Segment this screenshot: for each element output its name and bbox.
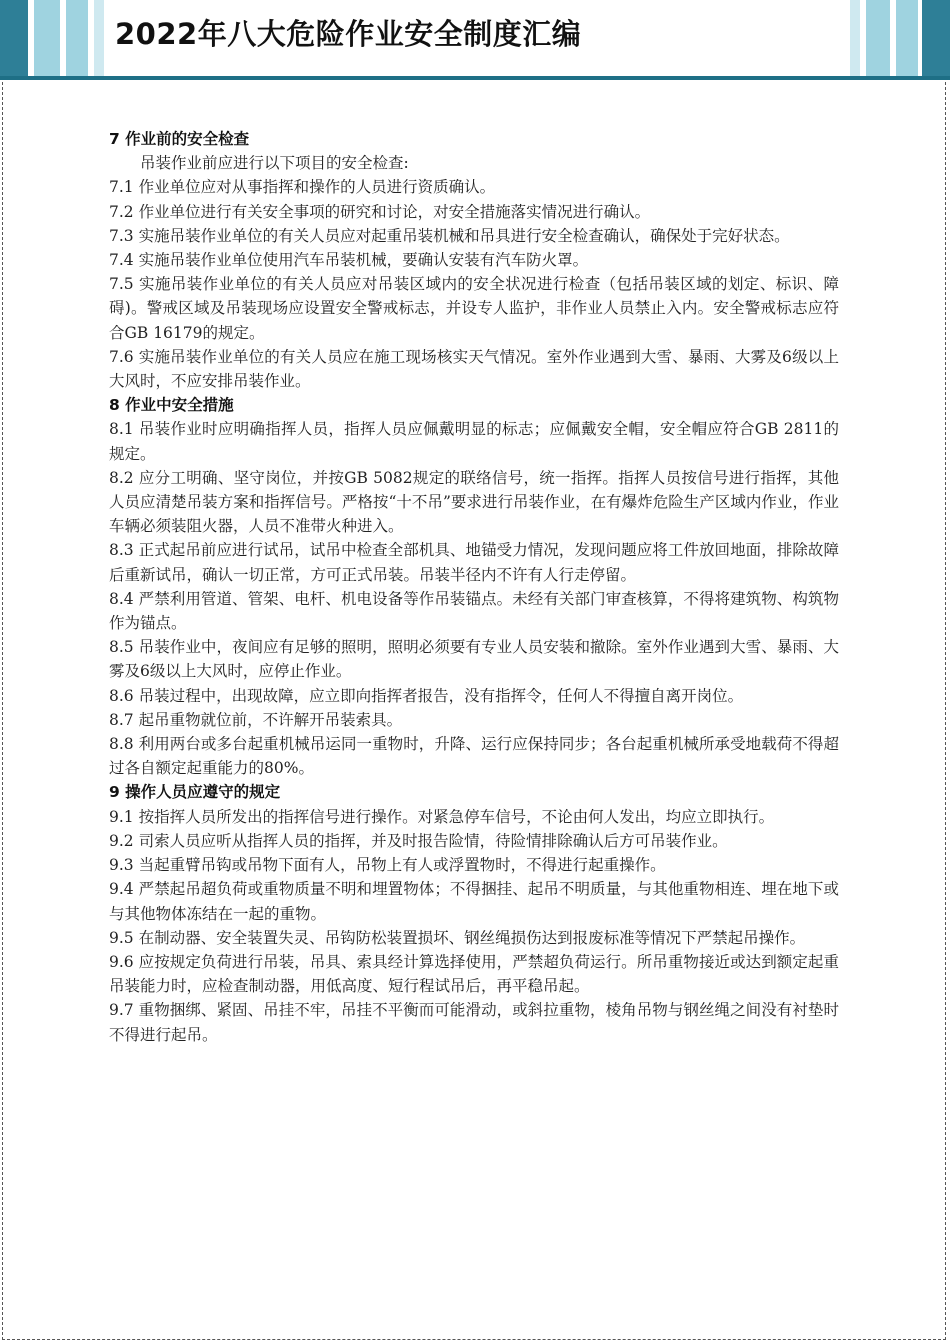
clause-paragraph: 7.4 实施吊装作业单位使用汽车吊装机械，要确认安装有汽车防火罩。	[109, 251, 589, 270]
clause-paragraph: 7.6 实施吊装作业单位的有关人员应在施工现场核实天气情况。室外作业遇到大雪、暴雨、大雾及6级以上大风时，不应安排吊装作业。	[109, 347, 839, 391]
clause-paragraph: 8.1 吊装作业时应明确指挥人员，指挥人员应佩戴明显的标志；应佩戴安全帽，安全帽应符合GB 2811的规定。	[109, 420, 839, 463]
section-heading: 7 作业前的安全检查	[109, 130, 250, 148]
clause-paragraph: 7.5 实施吊装作业单位的有关人员应对吊装区域内的安全状况进行检查（包括吊装区域的划定、标识、障碍)。警戒区域及吊装现场应设置安全警戒标志，并设专人监护，非作业人员禁止入内。安全警戒标志应符合GB 16179的规定。	[109, 275, 839, 342]
clause-paragraph: 8.4 严禁利用管道、管架、电杆、机电设备等作吊装锚点。未经有关部门审查核算，不得将建筑物、构筑物作为锚点。	[109, 589, 839, 633]
clause-paragraph: 8.3 正式起吊前应进行试吊，试吊中检查全部机具、地锚受力情况，发现问题应将工件放回地面，排除故障后重新试吊，确认一切正常，方可正式吊装。吊装半径内不许有人行走停留。	[109, 541, 839, 584]
document-body	[109, 127, 839, 1047]
clause-paragraph: 9.7 重物捆绑、紧固、吊挂不牢，吊挂不平衡而可能滑动，或斜拉重物，棱角吊物与钢丝绳之间没有衬垫时不得进行起吊。	[109, 1001, 839, 1044]
clause-paragraph: 8.6 吊装过程中，出现故障，应立即向指挥者报告，没有指挥令，任何人不得擅自离开岗位。	[109, 686, 744, 705]
clause-paragraph: 9.4 严禁起吊超负荷或重物质量不明和埋置物体；不得捆挂、起吊不明质量，与其他重物相连、埋在地下或与其他物体冻结在一起的重物。	[109, 880, 839, 923]
clause-paragraph: 8.7 起吊重物就位前，不许解开吊装索具。	[109, 710, 403, 729]
section-intro: 吊装作业前应进行以下项目的安全检查:	[140, 154, 409, 173]
clause-paragraph: 9.3 当起重臂吊钩或吊物下面有人，吊物上有人或浮置物时，不得进行起重操作。	[109, 856, 666, 875]
header-decoration-left	[0, 0, 110, 76]
section-heading: 9 操作人员应遵守的规定	[109, 783, 281, 802]
clause-paragraph: 8.8 利用两台或多台起重机械吊运同一重物时，升降、运行应保持同步；各台起重机械所承受地载荷不得超过各自额定起重能力的80%。	[109, 735, 839, 778]
clause-paragraph: 7.2 作业单位进行有关安全事项的研究和讨论，对安全措施落实情况进行确认。	[109, 202, 651, 221]
clause-paragraph: 9.1 按指挥人员所发出的指挥信号进行操作。对紧急停车信号，不论由何人发出，均应立即执行。	[109, 807, 775, 826]
page-header	[0, 0, 950, 80]
clause-paragraph: 9.5 在制动器、安全装置失灵、吊钩防松装置损坏、钢丝绳损伤达到报废标准等情况下严禁起吊操作。	[109, 928, 806, 947]
clause-paragraph: 9.2 司索人员应听从指挥人员的指挥，并及时报告险情，待险情排除确认后方可吊装作业。	[109, 831, 728, 850]
document-title: 2022年八大危险作业安全制度汇编	[115, 17, 582, 51]
clause-paragraph: 7.3 实施吊装作业单位的有关人员应对起重吊装机械和吊具进行安全检查确认，确保处于完好状态。	[109, 226, 790, 245]
section-heading: 8 作业中安全措施	[109, 396, 234, 415]
clause-paragraph: 7.1 作业单位应对从事指挥和操作的人员进行资质确认。	[109, 178, 496, 197]
header-decoration-right	[850, 0, 950, 76]
clause-paragraph: 9.6 应按规定负荷进行吊装，吊具、索具经计算选择使用，严禁超负荷运行。所吊重物接近或达到额定起重吊装能力时，应检查制动器，用低高度、短行程试吊后，再平稳吊起。	[109, 952, 839, 996]
header-rule	[0, 76, 950, 80]
clause-paragraph: 8.5 吊装作业中，夜间应有足够的照明，照明必须要有专业人员安装和撤除。室外作业遇到大雪、暴雨、大雾及6级以上大风时，应停止作业。	[109, 638, 839, 681]
clause-paragraph: 8.2 应分工明确、坚守岗位，并按GB 5082规定的联络信号，统一指挥。指挥人员按信号进行指挥，其他人员应清楚吊装方案和指挥信号。严格按“十不吊”要求进行吊装作业，在有爆炸危险生产区域内作业，作业车辆必须装阻火器，人员不准带火种进入。	[109, 468, 839, 536]
